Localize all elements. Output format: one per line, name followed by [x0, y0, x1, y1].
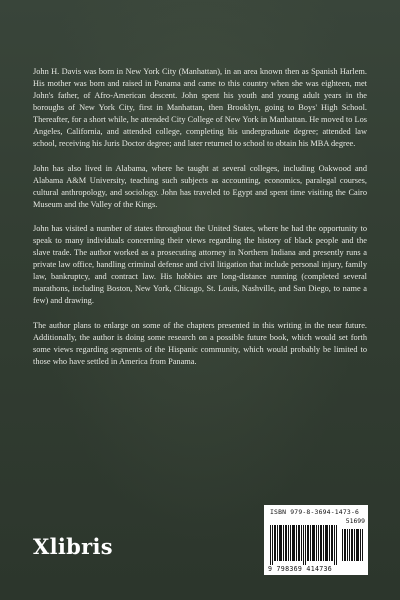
bio-paragraph: John has visited a number of states throughout the United States, where he had the opportunity to speak to many individuals concerning their views regarding the history of black people and the slave trade. The author worked as a prosecuting attorney in Northern Indiana and presently runs a private law office, handling criminal defense and civil litigation that include personal injury, family law, bankruptcy, and contract law. His hobbies are long-distance running (completed several marathons, including Boston, New York, Chicago, St. Louis, Nashville, and San Diego, to name a few) and drawing. [33, 224, 367, 306]
isbn-barcode [264, 505, 368, 575]
author-bio [33, 66, 367, 380]
price-code: 51699 [345, 517, 365, 525]
bio-paragraph: John H. Davis was born in New York City (Manhattan), in an area known then as Spanish Harlem. His mother was born and raised in Panama and came to this country when she was eighteen, met John's father, of Afro-American descent. John spent his youth and young adult years in the boroughs of New York City, first in Manhattan, then Brooklyn, going to Boys' High School. Thereafter, for a short while, he attended City College of New York in Manhattan. He moved to Los Angeles, California, and attended college, completing his undergraduate degree; attended law school, receiving his Juris Doctor degree; and later returned to school to obtain his MBA degree. [33, 67, 367, 149]
bio-paragraph: John has also lived in Alabama, where he taught at several colleges, including Oakwood and Alabama A&M University, teaching such subjects as accounting, economics, paralegal courses, cultural anthropology, and sociology. John has traveled to Egypt and spent time visiting the Cairo Museum and the Valley of the Kings. [33, 163, 367, 209]
ean-barcode-bars [270, 525, 340, 565]
price-barcode-bars [342, 525, 364, 561]
publisher-logo: Xlibris [33, 534, 113, 559]
isbn-label: ISBN 979-8-3694-1473-6 [270, 508, 360, 516]
bio-paragraph: The author plans to enlarge on some of the chapters presented in this writing in the near future. Additionally, the author is doing some research on a possible future book, which would set forth some views regarding segments of the Hispanic community, which would probably be limited to those who have settled in America from Panama. [33, 320, 367, 366]
ean-number: 9 798369 414736 [268, 565, 333, 573]
